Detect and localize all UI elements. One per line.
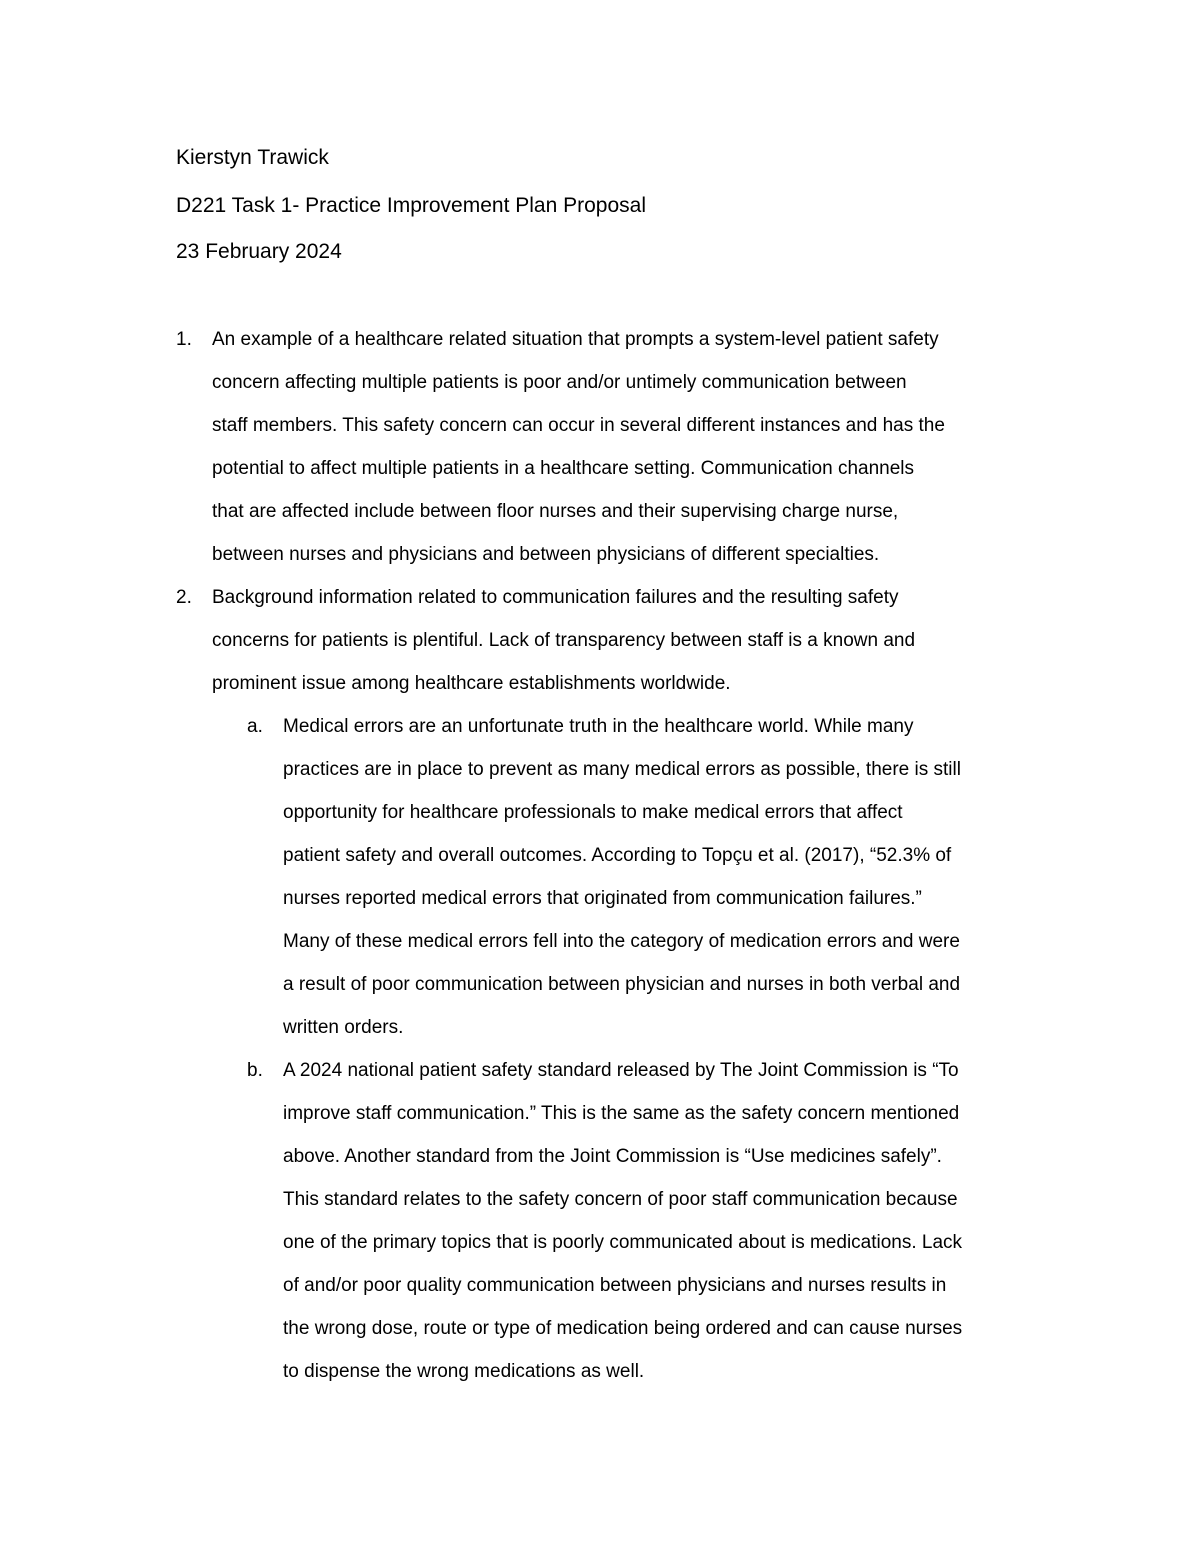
list-item-1 xyxy=(212,318,1062,576)
text-line: prominent issue among healthcare establishments worldwide. xyxy=(212,673,731,694)
text-line: the wrong dose, route or type of medication being ordered and can cause nurses xyxy=(283,1318,963,1339)
text-line: An example of a healthcare related situation that prompts a system-level patient safety xyxy=(212,329,939,350)
text-line: a result of poor communication between physician and nurses in both verbal and xyxy=(283,974,961,995)
text-line: This standard relates to the safety concern of poor staff communication because xyxy=(283,1189,958,1210)
text-line: Medical errors are an unfortunate truth in the healthcare world. While many xyxy=(283,716,914,737)
text-line: concerns for patients is plentiful. Lack of transparency between staff is a known and xyxy=(212,630,916,651)
text-line: above. Another standard from the Joint Commission is “Use medicines safely”. xyxy=(283,1146,942,1167)
author-name: Kierstyn Trawick xyxy=(176,146,329,169)
text-line: that are affected include between floor nurses and their supervising charge nurse, xyxy=(212,501,899,522)
text-line: to dispense the wrong medications as well. xyxy=(283,1361,645,1382)
text-line: opportunity for healthcare professionals to make medical errors that affect xyxy=(283,802,903,823)
text-line: Many of these medical errors fell into the category of medication errors and were xyxy=(283,931,960,952)
list-subitem-b xyxy=(283,1049,1073,1393)
list-marker-2: 2. xyxy=(176,587,192,608)
list-marker-1: 1. xyxy=(176,329,192,350)
list-subitem-a xyxy=(283,705,1073,1049)
text-line: staff members. This safety concern can occur in several different instances and has the xyxy=(212,415,945,436)
document-title: D221 Task 1- Practice Improvement Plan Proposal xyxy=(176,194,646,217)
text-line: of and/or poor quality communication between physicians and nurses results in xyxy=(283,1275,947,1296)
list-item-2 xyxy=(212,576,1062,705)
document-date: 23 February 2024 xyxy=(176,240,342,263)
text-line: Background information related to communication failures and the resulting safety xyxy=(212,587,899,608)
text-line: A 2024 national patient safety standard released by The Joint Commission is “To xyxy=(283,1060,959,1081)
text-line: written orders. xyxy=(283,1017,404,1038)
text-line: one of the primary topics that is poorly communicated about is medications. Lack xyxy=(283,1232,963,1253)
list-marker-a: a. xyxy=(247,716,263,737)
text-line: between nurses and physicians and between physicians of different specialties. xyxy=(212,544,880,565)
text-line: patient safety and overall outcomes. According to Topçu et al. (2017), “52.3% of xyxy=(283,845,952,866)
text-line: practices are in place to prevent as many medical errors as possible, there is still xyxy=(283,759,961,780)
list-marker-b: b. xyxy=(247,1060,263,1081)
text-line: nurses reported medical errors that originated from communication failures.” xyxy=(283,888,922,909)
text-line: concern affecting multiple patients is poor and/or untimely communication between xyxy=(212,372,907,393)
text-line: improve staff communication.” This is the same as the safety concern mentioned xyxy=(283,1103,960,1124)
text-line: potential to affect multiple patients in a healthcare setting. Communication channels xyxy=(212,458,915,479)
